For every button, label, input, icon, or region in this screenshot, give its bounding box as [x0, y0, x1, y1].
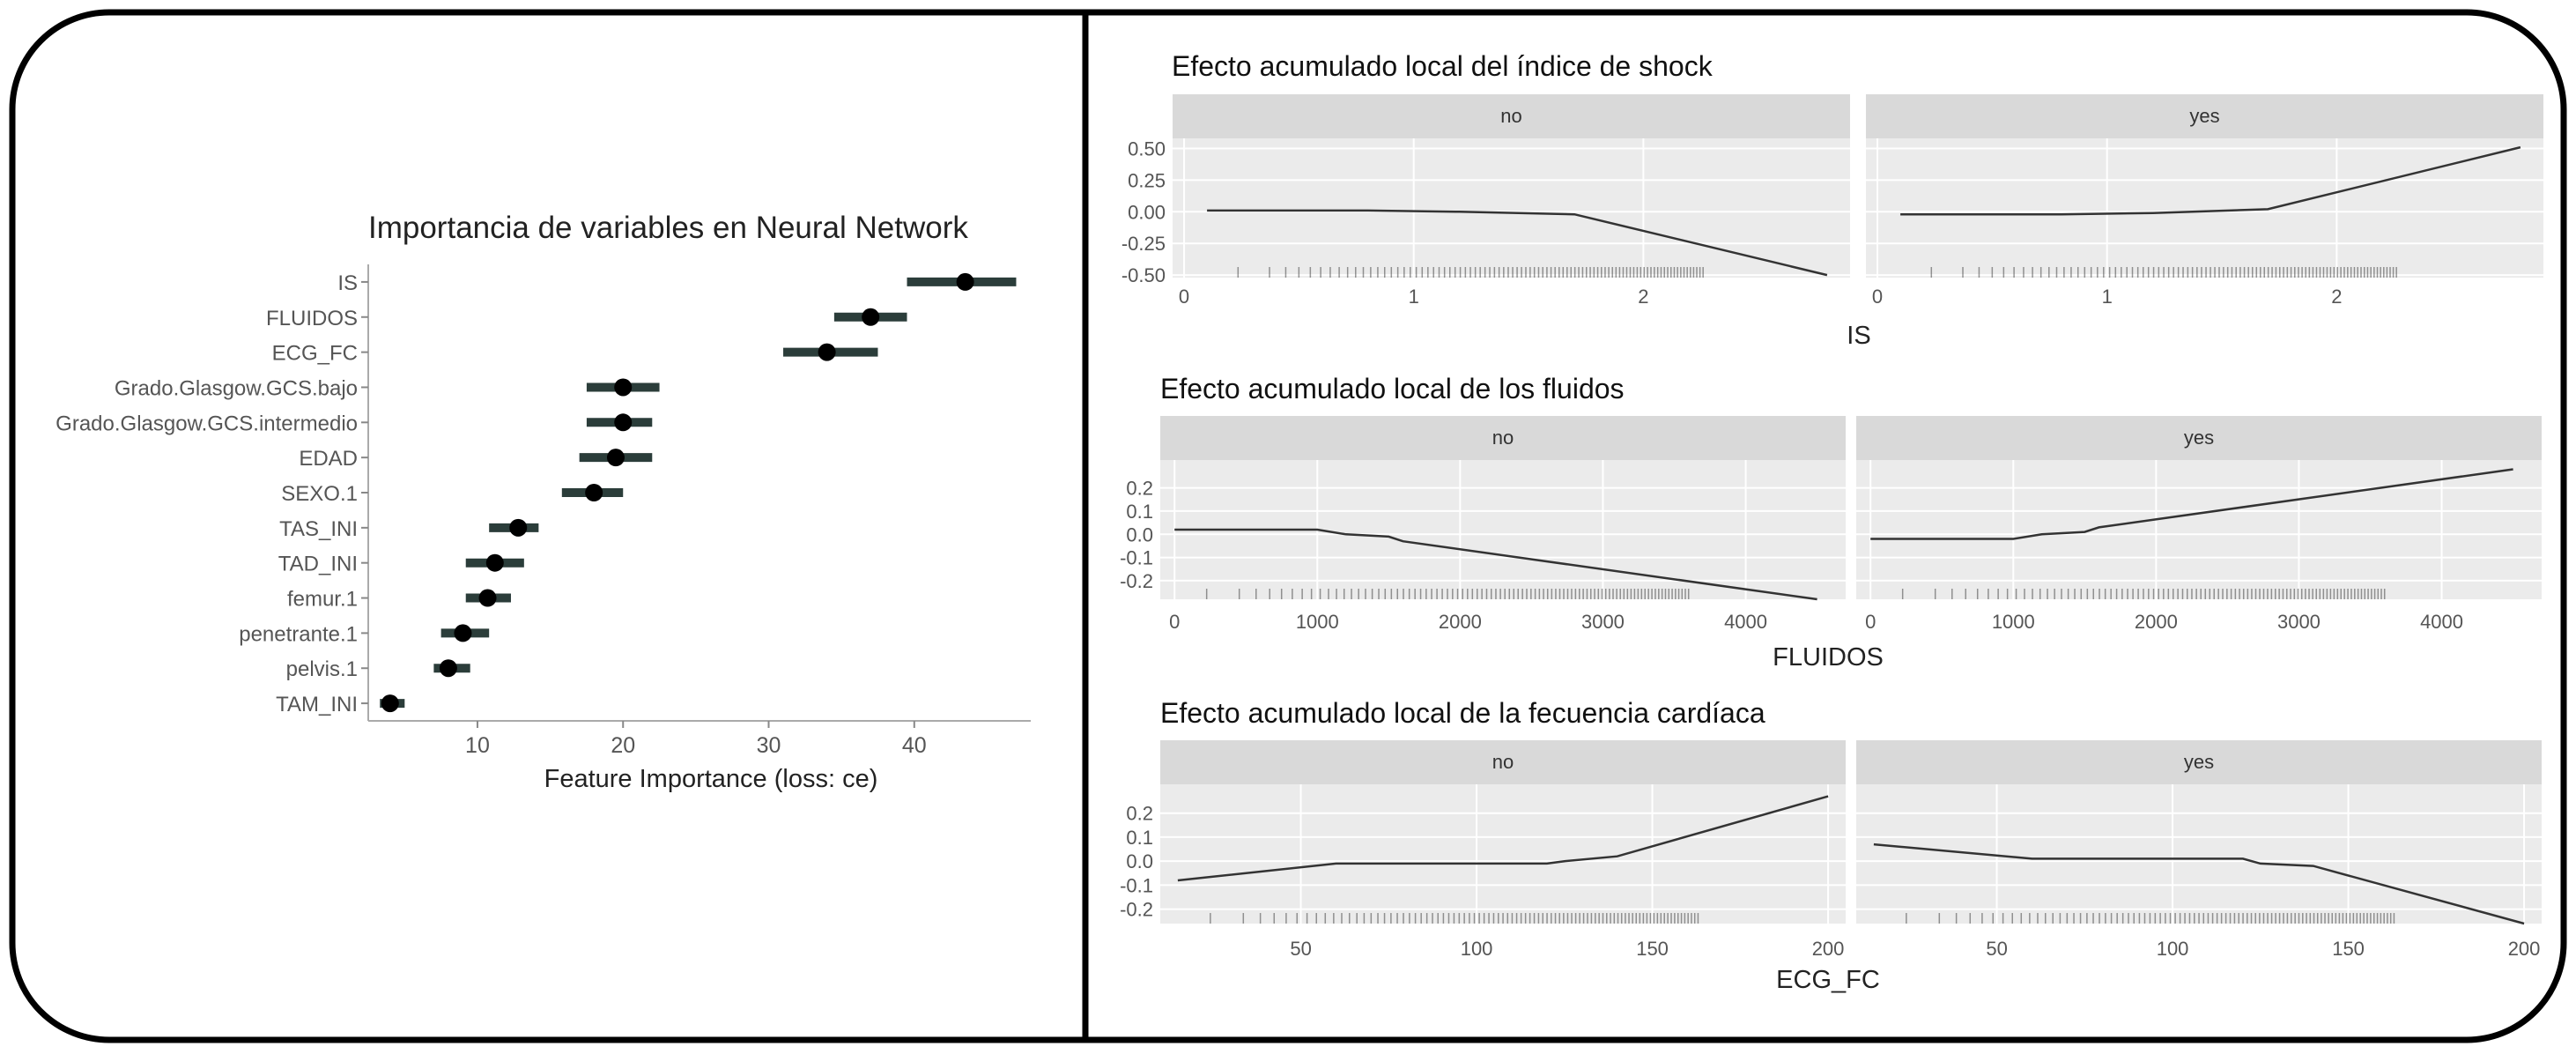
x-tick-label: 50 [1986, 938, 2008, 960]
x-tick-label: 1000 [1295, 611, 1339, 633]
y-tick-label: FLUIDOS [265, 306, 358, 330]
ale-fluidos-xlabel: FLUIDOS [1773, 643, 1884, 672]
x-tick-label: 20 [611, 733, 636, 758]
x-tick-label: 30 [756, 733, 781, 758]
y-tick-label: TAM_INI [276, 693, 358, 717]
y-tick-label: 0.1 [1126, 826, 1153, 849]
y-tick-label: 0.0 [1126, 850, 1153, 873]
x-tick-label: 1 [2101, 286, 2113, 308]
y-tick-label: Grado.Glasgow.GCS.intermedio [56, 412, 358, 436]
facet-panel [1160, 784, 1846, 924]
facet-label: no [1492, 427, 1514, 449]
y-tick-label: pelvis.1 [285, 657, 358, 682]
y-tick-label: 0.25 [1128, 169, 1166, 192]
facet-panel [1856, 460, 2542, 599]
x-tick-label: 2000 [2134, 611, 2178, 633]
x-axis-label: Feature Importance (loss: ce) [544, 765, 878, 793]
chart-title: Importancia de variables en Neural Network [368, 211, 968, 245]
x-tick-label: 100 [1460, 938, 1493, 960]
ale-is-xlabel: IS [1847, 322, 1871, 350]
y-tick-label: -0.2 [1120, 569, 1153, 592]
y-tick-label: Grado.Glasgow.GCS.bajo [114, 376, 358, 401]
y-tick-label: TAS_INI [279, 516, 358, 541]
x-tick-label: 150 [1636, 938, 1669, 960]
x-tick-label: 200 [2507, 938, 2541, 960]
y-tick-label: femur.1 [286, 587, 358, 612]
x-tick-label: 100 [2156, 938, 2189, 960]
y-tick-label: -0.1 [1120, 874, 1153, 897]
x-tick-label: 0 [1871, 286, 1884, 308]
facet-label: yes [2189, 105, 2220, 127]
facet-label: no [1500, 105, 1522, 127]
x-tick-label: 0 [1178, 286, 1190, 308]
x-tick-label: 0 [1169, 611, 1181, 633]
x-tick-label: 3000 [1580, 611, 1625, 633]
ale-marks [1120, 94, 2543, 960]
y-tick-label: -0.50 [1121, 264, 1166, 287]
x-tick-label: 0 [1865, 611, 1876, 633]
x-tick-label: 200 [1811, 938, 1845, 960]
ale-fluidos-title: Efecto acumulado local de los fluidos [1160, 373, 1625, 405]
x-tick-label: 3000 [2276, 611, 2321, 633]
y-tick-label: penetrante.1 [239, 622, 358, 647]
x-tick-label: 10 [465, 733, 490, 758]
facet-label: yes [2183, 427, 2215, 449]
x-tick-label: 4000 [1724, 611, 1768, 633]
y-tick-label: -0.2 [1120, 898, 1153, 921]
y-tick-label: 0.2 [1126, 477, 1153, 500]
y-tick-label: -0.1 [1120, 546, 1153, 569]
y-tick-label: 0.50 [1128, 137, 1166, 160]
x-tick-label: 50 [1290, 938, 1312, 960]
y-tick-label: 0.1 [1126, 500, 1153, 523]
x-tick-label: 150 [2332, 938, 2365, 960]
x-tick-label: 2 [1638, 286, 1649, 308]
y-tick-label: 0.2 [1126, 802, 1153, 825]
facet-panel [1866, 138, 2543, 278]
x-tick-label: 2000 [1438, 611, 1482, 633]
y-tick-label: ECG_FC [271, 341, 358, 366]
x-tick-label: 1000 [1991, 611, 2035, 633]
ale-ecg-title: Efecto acumulado local de la fecuencia cardíaca [1160, 697, 1765, 729]
facet-label: yes [2183, 751, 2215, 773]
x-tick-label: 40 [901, 733, 927, 758]
y-tick-label: 0.0 [1126, 523, 1153, 546]
x-tick-label: 1 [1408, 286, 1419, 308]
ale-ecg-xlabel: ECG_FC [1776, 966, 1880, 994]
y-tick-label: -0.25 [1121, 233, 1166, 256]
ale-is-title: Efecto acumulado local del índice de shock [1172, 50, 1713, 82]
facet-label: no [1492, 751, 1514, 773]
y-tick-label: TAD_INI [278, 552, 358, 576]
x-tick-label: 4000 [2420, 611, 2464, 633]
y-tick-label: IS [337, 271, 358, 295]
y-tick-label: EDAD [299, 447, 358, 471]
x-tick-label: 2 [2331, 286, 2343, 308]
facet-panel [1856, 784, 2542, 924]
y-tick-label: 0.00 [1128, 201, 1166, 224]
y-tick-label: SEXO.1 [281, 482, 358, 506]
